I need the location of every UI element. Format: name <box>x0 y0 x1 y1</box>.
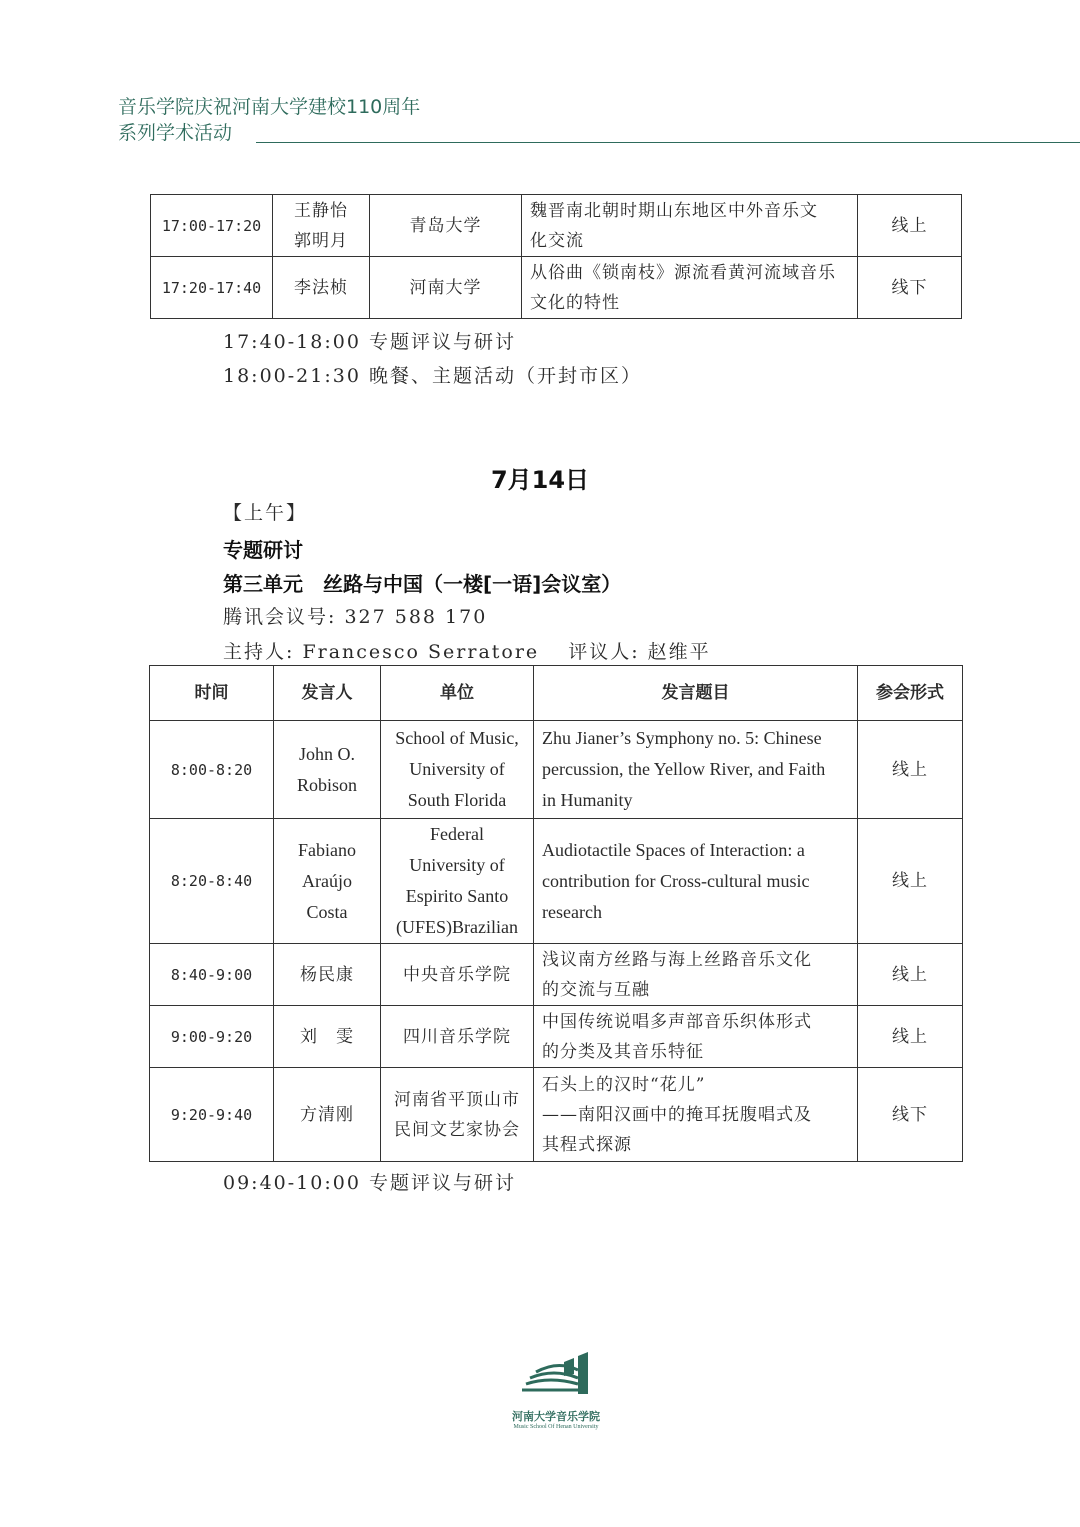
meeting-id: 腾讯会议号: 327 588 170 <box>223 606 488 628</box>
time-cell: 8:00-8:20 <box>150 721 274 819</box>
unit-cell: 河南大学 <box>370 257 522 319</box>
table-row <box>150 721 963 819</box>
speaker-name: 王静怡 <box>294 200 348 221</box>
speaker-cell: 方清刚 <box>274 1068 381 1162</box>
topic-line: research <box>542 901 602 922</box>
schedule-table-continued <box>150 194 962 319</box>
speaker-cell: 刘 雯 <box>274 1006 381 1068</box>
header-line-1: 音乐学院庆祝河南大学建校110周年 <box>118 96 421 118</box>
table-row <box>151 257 962 319</box>
table-row <box>151 195 962 257</box>
host-line: 主持人: Francesco Serratore 评议人: 赵维平 <box>223 641 711 663</box>
unit-line: South Florida <box>407 790 507 810</box>
speaker-line: Fabiano <box>298 839 356 860</box>
page-header <box>118 94 420 146</box>
unit-line: (UFES)Brazilian <box>396 917 518 937</box>
speaker-cell <box>274 819 381 944</box>
topic-line: contribution for Cross-cultural music <box>542 870 810 891</box>
speaker-cell: 李法桢 <box>273 257 370 319</box>
header-line-2: 系列学术活动 <box>118 122 233 144</box>
speaker-name: 郭明月 <box>294 230 348 251</box>
topic-cell <box>534 944 858 1006</box>
unit-line: School of Music, <box>395 728 519 748</box>
topic-cell <box>522 195 858 257</box>
topic-line: ——南阳汉画中的掩耳抚腹唱式及 <box>542 1104 812 1125</box>
time-cell: 9:20-9:40 <box>150 1068 274 1162</box>
topic-line: 文化的特性 <box>530 292 620 313</box>
column-header: 时间 <box>150 666 274 721</box>
format-cell: 线上 <box>858 195 962 257</box>
time-cell: 17:00-17:20 <box>151 195 273 257</box>
day-date: 7月14日 <box>490 466 590 494</box>
unit-cell: 青岛大学 <box>370 195 522 257</box>
format-cell: 线下 <box>858 1068 963 1162</box>
schedule-item: 17:40-18:00 专题评议与研讨 <box>223 331 516 353</box>
table-header-row <box>150 666 963 721</box>
schedule-table <box>149 665 963 1162</box>
topic-cell <box>534 1006 858 1068</box>
table-row <box>150 1006 963 1068</box>
logo-emblem-icon <box>516 1350 596 1402</box>
unit-cell <box>381 721 534 819</box>
speaker-cell: 杨民康 <box>274 944 381 1006</box>
topic-cell <box>522 257 858 319</box>
unit-cell <box>381 1068 534 1162</box>
closing-item: 09:40-10:00 专题评议与研讨 <box>223 1172 516 1194</box>
topic-line: 的交流与互融 <box>542 979 650 1000</box>
topic-line: 魏晋南北朝时期山东地区中外音乐文 <box>530 200 818 221</box>
unit-line: 民间文艺家协会 <box>394 1119 520 1140</box>
topic-line: 中国传统说唱多声部音乐织体形式 <box>542 1011 812 1032</box>
column-header: 发言题目 <box>534 666 858 721</box>
topic-cell <box>534 721 858 819</box>
table-row <box>150 819 963 944</box>
topic-line: percussion, the Yellow River, and Faith <box>542 759 826 779</box>
format-cell: 线上 <box>858 1006 963 1068</box>
speaker-line: John O. <box>298 743 355 764</box>
time-cell: 17:20-17:40 <box>151 257 273 319</box>
speaker-line: Robison <box>296 774 357 795</box>
header-rule <box>256 142 1080 143</box>
topic-line: 化交流 <box>530 230 584 251</box>
topic-line: 浅议南方丝路与海上丝路音乐文化 <box>542 949 812 970</box>
unit-cell <box>381 819 534 944</box>
logo-subtitle: Music School Of Henan University <box>513 1424 599 1430</box>
unit-line: Espirito Santo <box>405 886 509 906</box>
topic-line: 其程式探源 <box>542 1134 632 1155</box>
format-cell: 线上 <box>858 819 963 944</box>
topic-line: 的分类及其音乐特征 <box>542 1041 704 1062</box>
topic-line: Zhu Jianer’s Symphony no. 5: Chinese <box>542 728 822 748</box>
speaker-cell <box>273 195 370 257</box>
topic-cell <box>534 1068 858 1162</box>
topic-line: in Humanity <box>542 790 633 810</box>
table-row <box>150 944 963 1006</box>
session-label: 【上午】 <box>223 502 308 524</box>
schedule-item: 18:00-21:30 晚餐、主题活动（开封市区） <box>223 365 642 387</box>
session-type: 专题研讨 <box>223 538 303 562</box>
logo-name: 河南大学音乐学院 <box>512 1410 600 1423</box>
table-row <box>150 1068 963 1162</box>
unit-line: University of <box>409 855 505 875</box>
topic-line: 从俗曲《锁南枝》源流看黄河流域音乐 <box>530 262 836 283</box>
speaker-line: Araújo <box>302 870 352 891</box>
topic-line: 石头上的汉时“花儿” <box>542 1074 706 1095</box>
format-cell: 线上 <box>858 944 963 1006</box>
speaker-cell <box>274 721 381 819</box>
unit-line: Federal <box>430 824 484 844</box>
time-cell: 9:00-9:20 <box>150 1006 274 1068</box>
time-cell: 8:40-9:00 <box>150 944 274 1006</box>
format-cell: 线上 <box>858 721 963 819</box>
column-header: 发言人 <box>274 666 381 721</box>
topic-cell <box>534 819 858 944</box>
column-header: 参会形式 <box>858 666 963 721</box>
unit-line: 河南省平顶山市 <box>394 1089 520 1110</box>
column-header: 单位 <box>381 666 534 721</box>
topic-line: Audiotactile Spaces of Interaction: a <box>542 839 805 860</box>
format-cell: 线下 <box>858 257 962 319</box>
school-logo <box>500 1350 612 1430</box>
unit-title: 第三单元 丝路与中国（一楼[一语]会议室） <box>223 572 622 596</box>
time-cell: 8:20-8:40 <box>150 819 274 944</box>
unit-cell: 四川音乐学院 <box>381 1006 534 1068</box>
unit-line: University of <box>409 759 505 779</box>
unit-cell: 中央音乐学院 <box>381 944 534 1006</box>
speaker-line: Costa <box>306 901 348 922</box>
